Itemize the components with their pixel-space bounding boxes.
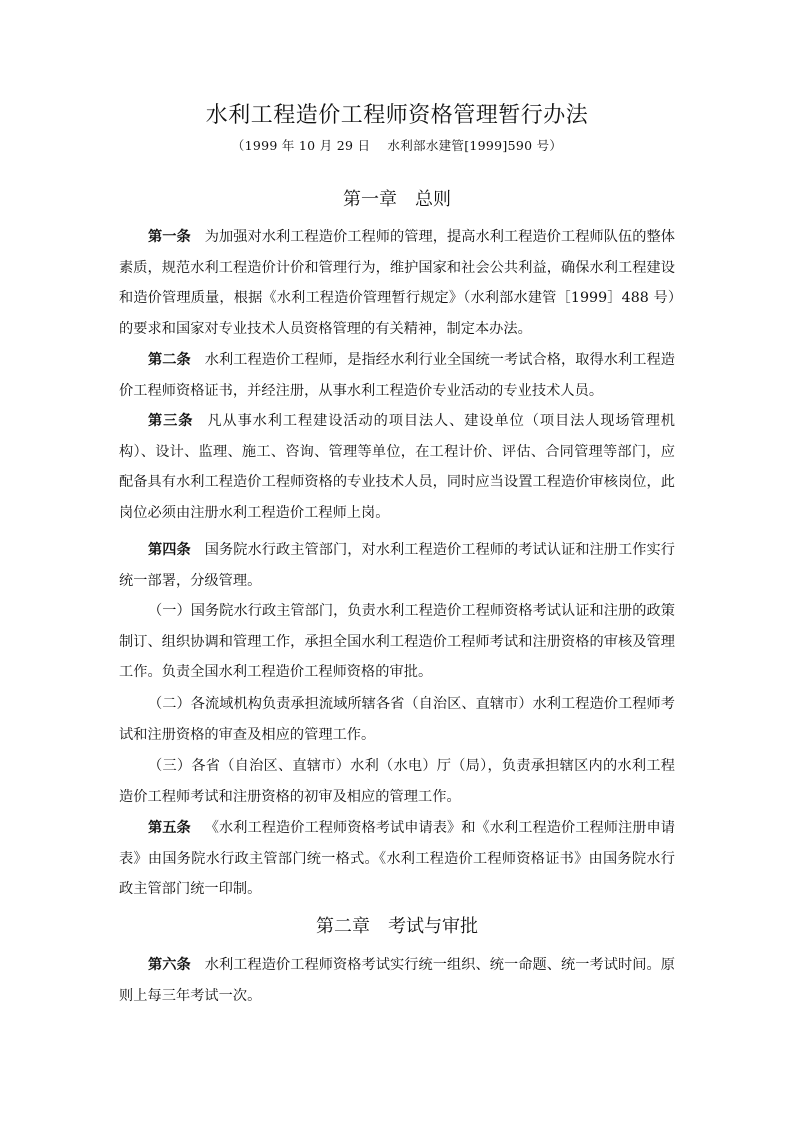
article-paragraph [119,222,675,344]
article-label: 第二条 [148,352,191,368]
article-label: 第五条 [148,820,191,836]
article-paragraph [119,406,675,528]
document-subtitle: （1999 年 10 月 29 日 水利部水建管[1999]590 号） [231,138,563,153]
document-title: 水利工程造价工程师资格管理暂行办法 [205,103,589,128]
article-text: 国务院水行政主管部门，对水利工程造价工程师的考试认证和注册工作实行统一部署，分级管理。 [119,542,676,589]
chapter-heading: 第二章 考试与审批 [316,916,478,937]
article-paragraph [119,345,675,406]
sub-clause-paragraph: （一）国务院水行政主管部门，负责水利工程造价工程师资格考试认证和注册的政策制订、组织协调和管理工作，承担全国水利工程造价工程师考试和注册资格的审核及管理工作。负责全国水利工程造价工程师资格的审批。 [119,603,675,681]
article-text: 凡从事水利工程建设活动的项目法人、建设单位（项目法人现场管理机构）、设计、监理、施工、咨询、管理等单位，在工程计价、评估、合同管理等部门，应配备具有水利工程造价工程师资格的专业技术人员，同时应当设置工程造价审核岗位，此岗位必须由注册水利工程造价工程师上岗。 [119,413,675,521]
article-paragraph [119,813,675,905]
sub-clause-paragraph: （三）各省（自治区、直辖市）水利（水电）厅（局），负责承担辖区内的水利工程造价工程师考试和注册资格的初审及相应的管理工作。 [119,758,675,805]
article-label: 第一条 [148,229,191,245]
chapter-heading: 第一章 总则 [343,189,451,210]
article-paragraph [119,950,675,1011]
article-text: 水利工程造价工程师，是指经水利行业全国统一考试合格，取得水利工程造价工程师资格证书，并经注册，从事水利工程造价专业活动的专业技术人员。 [119,352,676,399]
article-label: 第四条 [148,542,191,558]
article-label: 第六条 [148,957,191,973]
article-text: 《水利工程造价工程师资格考试申请表》和《水利工程造价工程师注册申请表》由国务院水行政主管部门统一格式。《水利工程造价工程师资格证书》由国务院水行政主管部门统一印制。 [119,820,676,898]
sub-clause-paragraph: （二）各流域机构负责承担流域所辖各省（自治区、直辖市）水利工程造价工程师考试和注册资格的审查及相应的管理工作。 [119,696,675,743]
article-text: 水利工程造价工程师资格考试实行统一组织、统一命题、统一考试时间。原则上每三年考试一次。 [119,957,676,1004]
article-text: 为加强对水利工程造价工程师的管理，提高水利工程造价工程师队伍的整体素质，规范水利工程造价计价和管理行为，维护国家和社会公共利益，确保水利工程建设和造价管理质量，根据《水利工程造价管理暂行规定》（水利部水建管［1999］488 号）的要求和国家对专业技术人员资格管理的有关精神，制定本办法。 [119,229,676,337]
article-paragraph [119,535,675,596]
article-label: 第三条 [148,413,194,429]
